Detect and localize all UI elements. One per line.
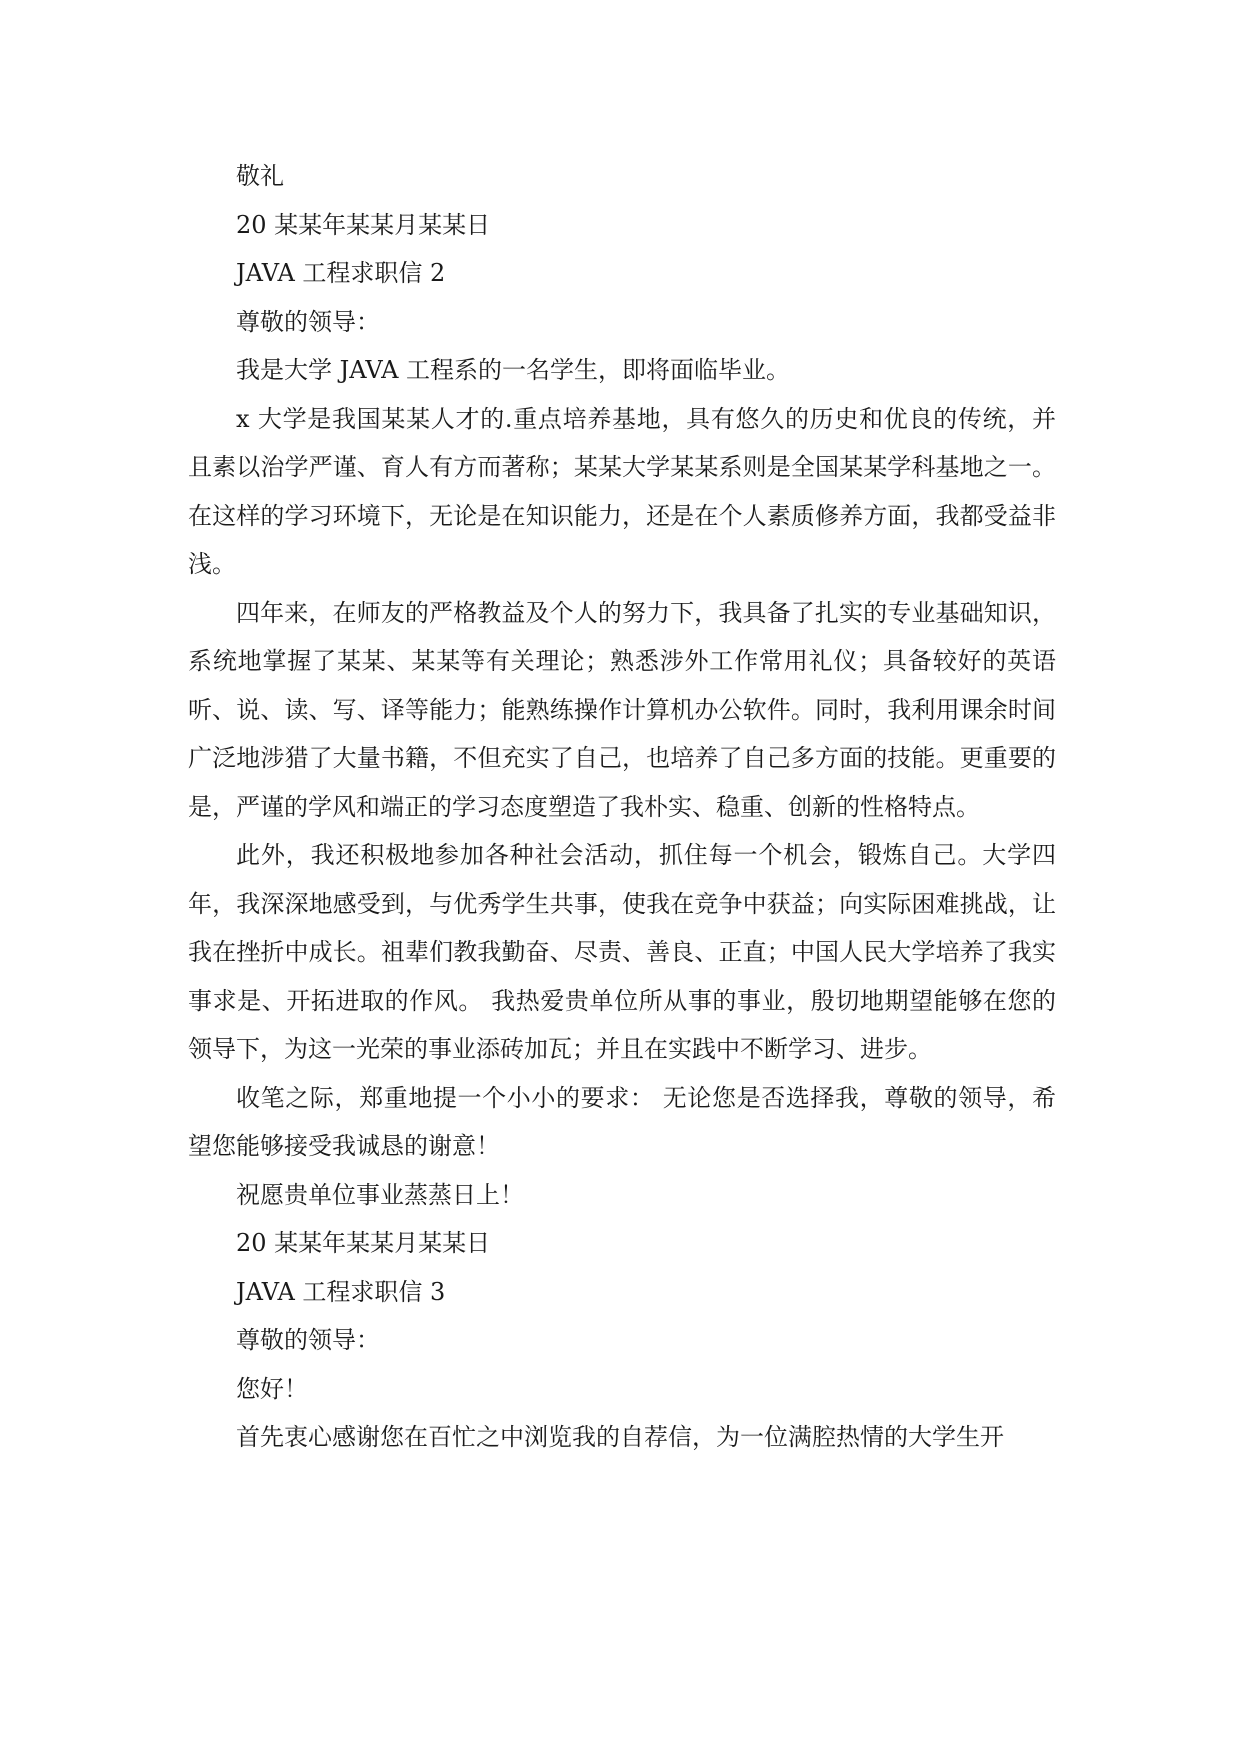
- opening-sentence-line: 首先衷心感谢您在百忙之中浏览我的自荐信，为一位满腔热情的大学生开: [236, 1423, 1004, 1451]
- intro-line: 我是大学 JAVA 工程系的一名学生，即将面临毕业。: [236, 356, 791, 384]
- body-paragraph-activities: 此外，我还积极地参加各种社会活动，抓住每一个机会，锻炼自己。大学四年，我深深地感受到，与优秀学生共事，使我在竞争中获益；向实际困难挑战，让我在挫折中成长。祖辈们教我勤奋、尽责、善良、正直；中国人民大学培养了我实事求是、开拓进取的作风。 我热爱贵单位所从事的事业，殷切地期望能够在您的领导下，为这一光荣的事业添砖加瓦；并且在实践中不断学习、进步。: [188, 841, 1056, 1063]
- document-page: [188, 152, 1056, 1462]
- letter-heading: JAVA 工程求职信 2: [236, 259, 446, 287]
- body-paragraph-skills: 四年来，在师友的严格教益及个人的努力下，我具备了扎实的专业基础知识，系统地掌握了某某、某某等有关理论；熟悉涉外工作常用礼仪；具备较好的英语听、说、读、写、译等能力；能熟练操作计算机办公软件。同时，我利用课余时间广泛地涉猎了大量书籍，不但充实了自己，也培养了自己多方面的技能。更重要的是，严谨的学风和端正的学习态度塑造了我朴实、稳重、创新的性格特点。: [188, 598, 1056, 821]
- wishes-line: 祝愿贵单位事业蒸蒸日上！: [236, 1180, 524, 1209]
- letter-heading: JAVA 工程求职信 3: [236, 1277, 446, 1306]
- body-paragraph-university: x 大学是我国某某人才的.重点培养基地，具有悠久的历史和优良的传统，并且素以治学严谨、育人有方而著称；某某大学某某系则是全国某某学科基地之一。在这样的学习环境下，无论是在知识能力，还是在个人素质修养方面，我都受益非浅。: [188, 404, 1056, 578]
- date-line: 20 某某年某某月某某日: [236, 1229, 491, 1257]
- greeting-line: 尊敬的领导：: [236, 307, 380, 336]
- date-line: 20 某某年某某月某某日: [236, 210, 491, 239]
- greeting-line: 尊敬的领导：: [236, 1326, 380, 1354]
- closing-salutation: 敬礼: [236, 162, 284, 190]
- hello-line: 您好！: [236, 1374, 308, 1403]
- body-paragraph-closing: 收笔之际，郑重地提一个小小的要求： 无论您是否选择我，尊敬的领导，希望您能够接受我诚恳的谢意！: [188, 1083, 1056, 1160]
